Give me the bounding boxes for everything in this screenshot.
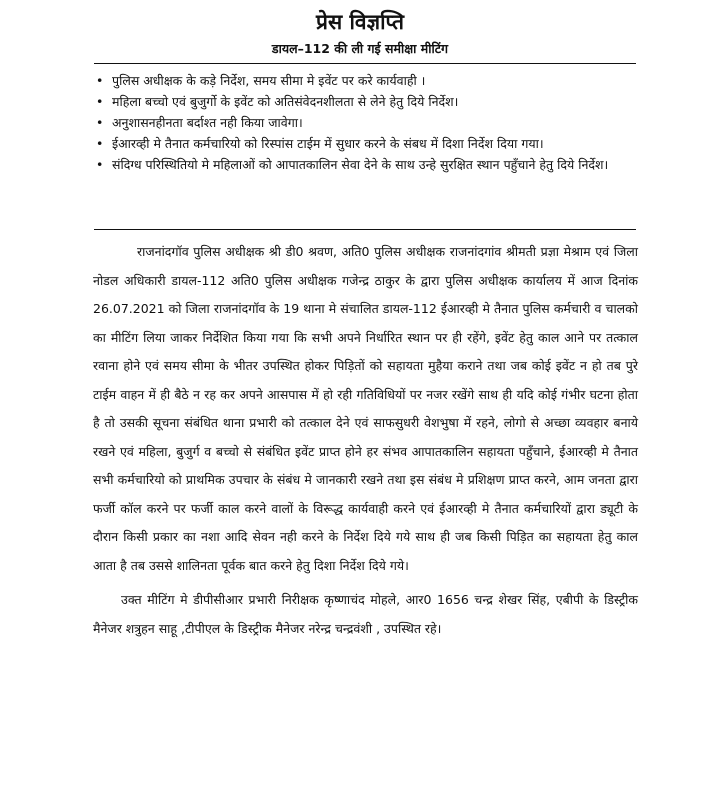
highlight-item <box>96 135 642 152</box>
page-title: प्रेस विज्ञप्ति <box>316 10 404 34</box>
highlight-item <box>96 114 642 131</box>
bullet-icon: • <box>96 136 104 151</box>
bullet-icon: • <box>96 157 104 172</box>
highlight-text: महिला बच्चो एवं बुजुर्गो के इवेंट को अतिसंवेदनशीलता से लेने हेतु दिये निर्देश। <box>112 94 459 109</box>
bullet-icon: • <box>96 94 104 109</box>
bullet-icon: • <box>96 115 104 130</box>
highlight-item <box>96 156 642 173</box>
highlight-item <box>96 93 642 110</box>
highlight-item <box>96 72 642 89</box>
highlight-text: पुलिस अधीक्षक के कड़े निर्देश, समय सीमा मे इवेंट पर करे कार्यवाही । <box>112 73 426 88</box>
press-release-body <box>93 238 638 643</box>
highlight-text: संदिग्ध परिस्थितियो मे महिलाओं को आपातकालिन सेवा देने के साथ उन्हे सुरक्षित स्थान पहुँचाने हेतु दिये निर्देश। <box>112 157 609 172</box>
top-divider <box>94 63 636 64</box>
highlight-text: अनुशासनहीनता बर्दाश्त नही किया जावेगा। <box>112 115 303 130</box>
page-subtitle: डायल–112 की ली गई समीक्षा मीटिंग <box>271 41 449 56</box>
body-paragraph: राजनांदगॉव पुलिस अधीक्षक श्री डी0 श्रवण, अति0 पुलिस अधीक्षक राजनांदगांव श्रीमती प्रज्ञा मेश्राम एवं जिला नोडल अधिकारी डायल-112 अति0 पुलिस अधीक्षक गजेन्द्र ठाकुर के द्वारा पुलिस अधीक्षक कार्यालय में आज दिनांक 26.07.2021 को जिला राजनांदगॉव के 19 थाना मे संचालित डायल-112 ईआरव्ही मे तैनात पुलिस कर्मचारी व चालको का मीटिंग लिया जाकर निर्देशित किया गया कि सभी अपने निर्धारित स्थान पर ही रहेंगे, इवेंट हेतु काल आने पर तत्काल रवाना होने एवं समय सीमा के भीतर उपस्थित होकर पिड़ितों को सहायता मुहैया कराने तथा जब कोई इवेंट न हो तब पुरे टाईम वाहन में ही बैठे न रह कर अपने आसपास में हो रही गतिविधियों पर नजर रखेंगे साथ ही यदि कोई गंभीर घटना होता है तो उसकी सूचना संबंधित थाना प्रभारी को तत्काल देने एवं साफसुधरी वेशभुषा में रहने, लोगो से अच्छा व्यवहार बनाये रखने एवं महिला, बुजुर्ग व बच्चो से संबंधित इवेंट प्राप्त होने हर संभव आपातकालिन सहायता पहुँचाने, ईआरव्ही मे तैनात सभी कर्मचारियो को प्राथमिक उपचार के संबंध मे जानकारी रखने तथा इस संबंध मे प्रशिक्षण प्राप्त करने, आम जनता द्वारा फर्जी कॉल करने पर फर्जी काल करने वालों के विरूद्ध कार्यवाही करने एवं ईआरव्ही मे तैनात कर्मचारियों द्वारा ड्यूटी के दौरान किसी प्रकार का नशा आदि सेवन नही करने के निर्देश दिये गये साथ ही जब किसी पिड़ित का सहायता हेतु काल आता है तब उससे शालिनता पूर्वक बात करने हेतु दिशा निर्देश दिये गये। <box>93 244 638 573</box>
highlight-text: ईआरव्ही मे तैनात कर्मचारियो को रिस्पांस टाईम में सुधार करने के संबध में दिशा निर्देश दिया गया। <box>112 136 544 151</box>
bullet-icon: • <box>96 73 104 88</box>
body-paragraph: उक्त मीटिंग मे डीपीसीआर प्रभारी निरीक्षक कृष्णाचंद मोहले, आर0 1656 चन्द्र शेखर सिंह, एबीपी के डिस्ट्रीक मैनेजर शत्रुहन साहू ,टीपीएल के डिस्ट्रीक मैनेजर नरेन्द्र चन्द्रवंशी , उपस्थित रहे। <box>93 592 638 636</box>
bottom-divider <box>94 229 636 230</box>
highlights-list <box>96 72 642 177</box>
